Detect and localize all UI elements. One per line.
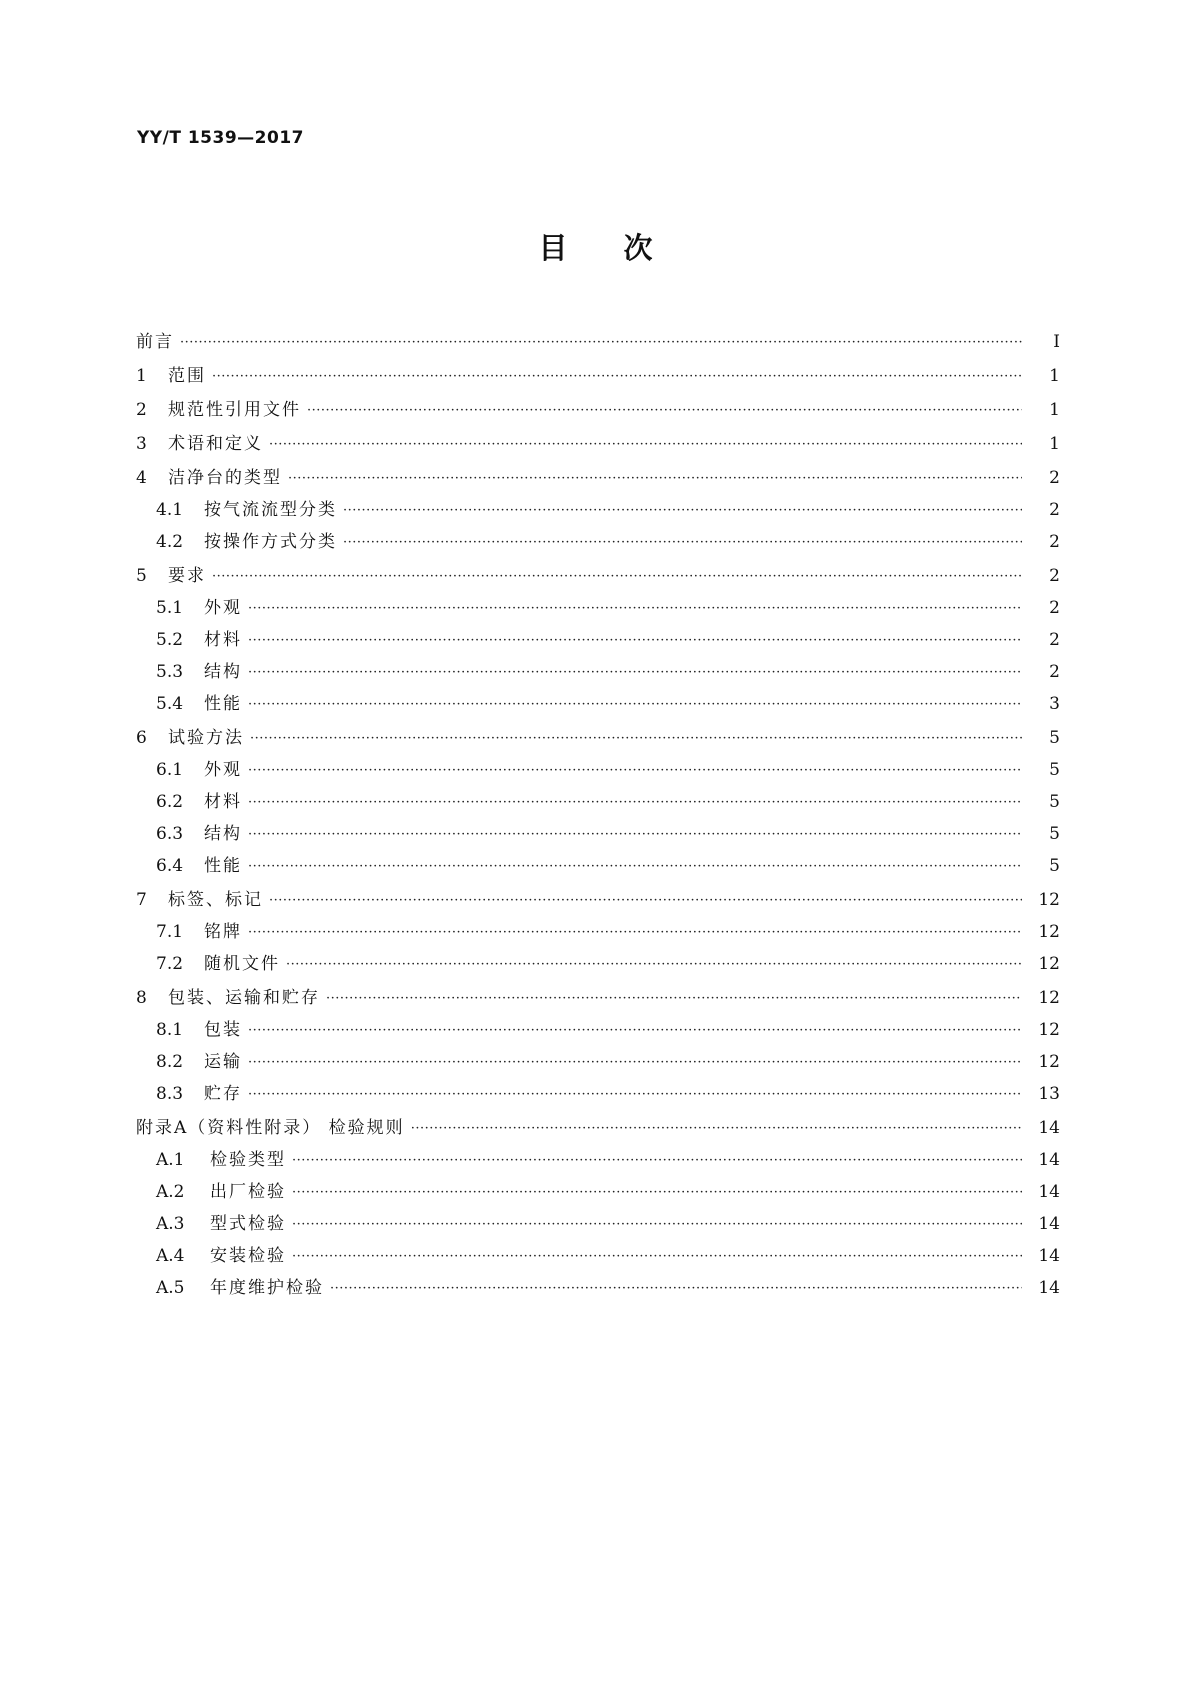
toc-entry-label: 贮存 — [204, 1084, 242, 1104]
toc-entry[interactable] — [136, 320, 1060, 352]
toc-entry[interactable] — [136, 454, 1060, 488]
toc-entry-page: 2 — [1049, 566, 1060, 586]
table-of-contents — [136, 320, 1060, 1298]
toc-entry[interactable] — [136, 1266, 1060, 1298]
toc-entry-number: 5.1 — [156, 598, 184, 618]
toc-entry-label: 安装检验 — [210, 1246, 286, 1266]
toc-entry-label: 按气流流型分类 — [204, 500, 337, 520]
toc-entry-page: 14 — [1038, 1118, 1060, 1138]
toc-leader-dots — [286, 956, 1022, 974]
toc-entry-number: 6.2 — [156, 792, 184, 812]
toc-entry-label: 包装、运输和贮存 — [168, 988, 320, 1008]
toc-entry-number: 8.2 — [156, 1052, 184, 1072]
toc-entry-page: 12 — [1038, 1052, 1060, 1072]
toc-entry-page: 12 — [1038, 922, 1060, 942]
toc-entry-label: 材料 — [204, 792, 242, 812]
toc-entry[interactable] — [136, 352, 1060, 386]
toc-entry-label: 随机文件 — [204, 954, 280, 974]
toc-entry-page: 12 — [1038, 954, 1060, 974]
toc-leader-dots — [248, 858, 1022, 876]
toc-leader-dots — [248, 762, 1022, 780]
toc-leader-dots — [248, 664, 1022, 682]
toc-entry[interactable] — [136, 1170, 1060, 1202]
toc-entry-label: 型式检验 — [210, 1214, 286, 1234]
toc-entry-page: 2 — [1049, 598, 1060, 618]
toc-entry-number: 6.3 — [156, 824, 184, 844]
toc-entry-number: 7.1 — [156, 922, 184, 942]
toc-entry-label: 性能 — [204, 856, 242, 876]
toc-entry[interactable] — [136, 1234, 1060, 1266]
toc-leader-dots — [248, 1054, 1022, 1072]
toc-leader-dots — [292, 1152, 1022, 1170]
toc-entry-page: 14 — [1038, 1246, 1060, 1266]
toc-entry[interactable] — [136, 682, 1060, 714]
toc-entry-number: 5.4 — [156, 694, 184, 714]
toc-entry-page: 14 — [1038, 1150, 1060, 1170]
toc-entry[interactable] — [136, 812, 1060, 844]
toc-entry-number: A.1 — [156, 1150, 185, 1170]
toc-leader-dots — [180, 334, 1022, 352]
toc-entry-number: A.5 — [156, 1278, 185, 1298]
toc-entry-page: 13 — [1038, 1084, 1060, 1104]
toc-leader-dots — [288, 470, 1022, 488]
toc-entry[interactable] — [136, 552, 1060, 586]
toc-entry-label: 外观 — [204, 760, 242, 780]
toc-entry-number: 5.3 — [156, 662, 184, 682]
toc-entry-page: 1 — [1049, 400, 1060, 420]
toc-entry-number: A.4 — [156, 1246, 185, 1266]
toc-entry[interactable] — [136, 1202, 1060, 1234]
toc-entry[interactable] — [136, 1104, 1060, 1138]
toc-entry-page: 5 — [1049, 824, 1060, 844]
toc-entry-label: 附录A（资料性附录） 检验规则 — [136, 1118, 405, 1138]
toc-leader-dots — [269, 436, 1022, 454]
toc-entry[interactable] — [136, 748, 1060, 780]
toc-entry-label: 规范性引用文件 — [168, 400, 301, 420]
toc-entry-number: 6 — [136, 728, 147, 748]
toc-leader-dots — [248, 1086, 1022, 1104]
toc-entry-number: 8 — [136, 988, 147, 1008]
toc-leader-dots — [343, 502, 1022, 520]
toc-entry[interactable] — [136, 1138, 1060, 1170]
toc-entry[interactable] — [136, 780, 1060, 812]
toc-entry-label: 试验方法 — [168, 728, 244, 748]
toc-entry-number: 5.2 — [156, 630, 184, 650]
toc-leader-dots — [248, 696, 1022, 714]
toc-entry-label: 外观 — [204, 598, 242, 618]
toc-leader-dots — [248, 924, 1022, 942]
toc-leader-dots — [248, 826, 1022, 844]
toc-entry[interactable] — [136, 876, 1060, 910]
toc-entry[interactable] — [136, 618, 1060, 650]
toc-entry[interactable] — [136, 974, 1060, 1008]
toc-entry-label: 年度维护检验 — [210, 1278, 324, 1298]
toc-entry-page: 2 — [1049, 500, 1060, 520]
toc-entry-number: 4.2 — [156, 532, 184, 552]
toc-entry-number: 7 — [136, 890, 147, 910]
toc-leader-dots — [248, 794, 1022, 812]
toc-entry-page: 12 — [1038, 1020, 1060, 1040]
toc-entry-number: A.2 — [156, 1182, 185, 1202]
toc-entry-label: 包装 — [204, 1020, 242, 1040]
toc-entry-label: 术语和定义 — [168, 434, 263, 454]
toc-entry-label: 范围 — [168, 366, 206, 386]
toc-entry-page: 1 — [1049, 434, 1060, 454]
toc-entry-label: 检验类型 — [210, 1150, 286, 1170]
toc-entry-label: 洁净台的类型 — [168, 468, 282, 488]
toc-entry-number: 5 — [136, 566, 147, 586]
toc-entry-page: 5 — [1049, 760, 1060, 780]
toc-entry[interactable] — [136, 844, 1060, 876]
document-id: YY/T 1539—2017 — [137, 128, 304, 148]
toc-entry-number: 2 — [136, 400, 147, 420]
toc-entry-label: 要求 — [168, 566, 206, 586]
toc-entry-number: 7.2 — [156, 954, 184, 974]
toc-leader-dots — [212, 568, 1022, 586]
toc-entry-page: Ⅰ — [1053, 332, 1060, 352]
toc-entry-number: 6.4 — [156, 856, 184, 876]
page-title: 目 次 — [538, 231, 653, 265]
toc-entry-page: 2 — [1049, 532, 1060, 552]
toc-entry-number: 4.1 — [156, 500, 184, 520]
toc-leader-dots — [326, 990, 1022, 1008]
toc-entry-page: 1 — [1049, 366, 1060, 386]
toc-leader-dots — [292, 1216, 1022, 1234]
toc-entry[interactable] — [136, 1008, 1060, 1040]
toc-entry-page: 2 — [1049, 662, 1060, 682]
toc-entry-label: 性能 — [204, 694, 242, 714]
toc-entry[interactable] — [136, 586, 1060, 618]
toc-leader-dots — [248, 632, 1022, 650]
toc-leader-dots — [330, 1280, 1022, 1298]
toc-entry-page: 14 — [1038, 1278, 1060, 1298]
toc-leader-dots — [248, 600, 1022, 618]
toc-leader-dots — [292, 1248, 1022, 1266]
toc-entry-number: 8.1 — [156, 1020, 184, 1040]
toc-leader-dots — [343, 534, 1022, 552]
toc-entry-page: 5 — [1049, 792, 1060, 812]
toc-entry-label: 标签、标记 — [168, 890, 263, 910]
toc-entry-label: 结构 — [204, 662, 242, 682]
toc-entry-number: 1 — [136, 366, 147, 386]
toc-entry-number: A.3 — [156, 1214, 185, 1234]
toc-entry[interactable] — [136, 520, 1060, 552]
toc-entry-label: 前言 — [136, 332, 174, 352]
toc-entry-label: 出厂检验 — [210, 1182, 286, 1202]
toc-entry-number: 4 — [136, 468, 147, 488]
toc-entry-page: 12 — [1038, 890, 1060, 910]
toc-leader-dots — [292, 1184, 1022, 1202]
toc-entry-page: 2 — [1049, 630, 1060, 650]
toc-leader-dots — [248, 1022, 1022, 1040]
toc-leader-dots — [411, 1120, 1022, 1138]
toc-entry-label: 材料 — [204, 630, 242, 650]
toc-entry-number: 8.3 — [156, 1084, 184, 1104]
toc-entry-page: 12 — [1038, 988, 1060, 1008]
toc-leader-dots — [307, 402, 1022, 420]
toc-entry[interactable] — [136, 1040, 1060, 1072]
toc-entry[interactable] — [136, 650, 1060, 682]
toc-entry[interactable] — [136, 1072, 1060, 1104]
toc-entry-label: 结构 — [204, 824, 242, 844]
toc-leader-dots — [212, 368, 1022, 386]
toc-entry-label: 按操作方式分类 — [204, 532, 337, 552]
toc-entry-page: 5 — [1049, 856, 1060, 876]
toc-entry-page: 2 — [1049, 468, 1060, 488]
toc-entry-label: 铭牌 — [204, 922, 242, 942]
toc-entry[interactable] — [136, 714, 1060, 748]
toc-entry[interactable] — [136, 910, 1060, 942]
toc-entry-number: 6.1 — [156, 760, 184, 780]
toc-entry-page: 5 — [1049, 728, 1060, 748]
toc-entry-page: 3 — [1049, 694, 1060, 714]
toc-entry-page: 14 — [1038, 1214, 1060, 1234]
toc-entry[interactable] — [136, 488, 1060, 520]
toc-entry-number: 3 — [136, 434, 147, 454]
toc-leader-dots — [269, 892, 1022, 910]
toc-entry-label: 运输 — [204, 1052, 242, 1072]
toc-entry[interactable] — [136, 420, 1060, 454]
toc-entry[interactable] — [136, 942, 1060, 974]
toc-entry[interactable] — [136, 386, 1060, 420]
toc-leader-dots — [250, 730, 1022, 748]
toc-entry-page: 14 — [1038, 1182, 1060, 1202]
